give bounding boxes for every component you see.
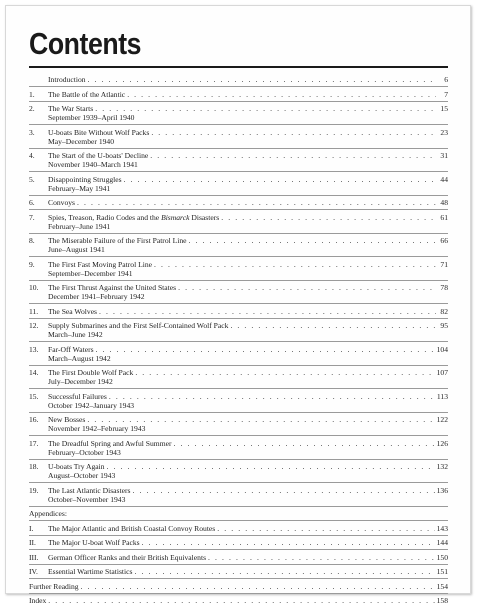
leader-dots <box>127 90 436 99</box>
toc-entry[interactable] <box>29 582 448 591</box>
entry-divider <box>29 280 448 281</box>
toc-entry[interactable] <box>29 128 448 146</box>
page-number: 15 <box>440 104 448 113</box>
chapter-dates: March–June 1942 <box>48 330 103 339</box>
leader-dots <box>178 283 436 292</box>
chapter-number: 2. <box>29 104 35 113</box>
chapter-number: 17. <box>29 438 39 448</box>
chapter-number: 9. <box>29 259 35 269</box>
entry-line <box>48 321 448 330</box>
page-number: 126 <box>436 438 448 448</box>
entry-body <box>48 567 448 576</box>
entry-line <box>48 415 448 424</box>
appendix-title[interactable]: Essential Wartime Statistics <box>48 567 133 576</box>
leader-dots <box>174 439 435 448</box>
toc-entry[interactable] <box>29 151 448 169</box>
chapter-number: 4. <box>29 151 35 160</box>
entry-line <box>48 236 448 245</box>
page-number: 71 <box>440 259 448 269</box>
entry-body <box>48 260 448 278</box>
entry-body <box>48 236 448 254</box>
entry-body <box>48 307 448 316</box>
toc-entry[interactable] <box>29 368 448 386</box>
leader-dots <box>230 321 436 330</box>
entry-line <box>48 486 448 495</box>
entry-divider <box>29 459 448 460</box>
leader-dots <box>142 538 435 547</box>
entry-body <box>48 368 448 386</box>
appendix-number: I. <box>29 523 34 533</box>
entry-line <box>48 175 448 184</box>
toc-entry[interactable] <box>29 75 448 84</box>
page-number: 23 <box>440 127 448 137</box>
toc-entry[interactable] <box>29 321 448 339</box>
entry-line <box>48 213 448 222</box>
chapter-number: 6. <box>29 198 35 207</box>
entry-divider <box>29 148 448 149</box>
appendix-title[interactable]: The Major U-boat Wolf Packs <box>48 538 140 547</box>
entry-line <box>48 128 448 137</box>
chapter-title[interactable]: Introduction <box>48 75 86 84</box>
chapter-number <box>29 75 48 84</box>
entry-line <box>48 75 448 84</box>
chapter-number: 16. <box>29 415 39 424</box>
chapter-title[interactable]: The Dreadful Spring and Awful Summer <box>48 438 172 448</box>
entry-line <box>48 90 448 99</box>
entry-divider <box>29 124 448 125</box>
chapter-dates: November 1942–February 1943 <box>48 424 146 433</box>
appendix-entry[interactable] <box>29 538 448 547</box>
entry-line <box>48 283 448 292</box>
entry-divider <box>29 318 448 319</box>
leader-dots <box>151 128 436 137</box>
entry-body <box>48 321 448 339</box>
toc-entry[interactable] <box>29 439 448 457</box>
leader-dots <box>189 236 436 245</box>
page-title: Contents <box>29 26 142 61</box>
leader-dots <box>107 462 435 471</box>
toc-entry[interactable] <box>29 415 448 433</box>
entry-line <box>48 462 448 471</box>
entry-line <box>48 567 448 576</box>
chapter-number: 1. <box>29 89 35 99</box>
entry-divider <box>29 101 448 102</box>
chapter-title-part: Disasters <box>189 212 220 222</box>
chapter-dates: December 1941–February 1942 <box>48 292 145 301</box>
chapter-dates: September–December 1941 <box>48 268 133 278</box>
entry-divider <box>29 365 448 366</box>
chapter-number: 14. <box>29 368 39 377</box>
page-number: 154 <box>436 581 448 591</box>
entry-body <box>48 439 448 457</box>
page-number: 113 <box>436 391 448 401</box>
entry-line <box>48 345 448 354</box>
chapter-title[interactable]: The Start of the U-boats' Decline <box>48 151 149 160</box>
chapter-dates: July–December 1942 <box>48 377 113 386</box>
section-title[interactable]: Index <box>29 596 47 605</box>
toc-entry[interactable] <box>29 345 448 363</box>
entry-divider <box>29 86 448 87</box>
chapter-number: 7. <box>29 212 35 222</box>
chapter-title[interactable]: The First Double Wolf Pack <box>48 368 134 377</box>
entry-body <box>48 175 448 193</box>
entry-divider <box>29 303 448 304</box>
chapter-dates: June–August 1941 <box>48 245 105 254</box>
entry-body <box>48 462 448 480</box>
chapter-title[interactable]: The Miserable Failure of the First Patrol Line <box>48 236 187 245</box>
leader-dots <box>87 415 434 424</box>
entry-divider <box>29 341 448 342</box>
leader-dots <box>150 151 436 160</box>
entry-body <box>48 486 448 504</box>
entry-divider <box>29 195 448 196</box>
leader-dots <box>96 345 435 354</box>
chapter-title-italic: Bismarck <box>161 212 190 222</box>
toc-entry[interactable] <box>29 104 448 122</box>
entry-body <box>29 582 448 591</box>
leader-dots <box>88 75 436 84</box>
chapter-title[interactable]: Supply Submarines and the First Self-Contained Wolf Pack <box>48 321 229 330</box>
entry-line <box>29 596 448 605</box>
entry-divider <box>29 506 448 507</box>
chapter-title[interactable]: The War Starts <box>48 104 94 113</box>
chapter-number: 19. <box>29 485 39 495</box>
entry-line <box>48 524 448 533</box>
leader-dots <box>134 567 434 576</box>
entry-body <box>48 392 448 410</box>
entry-body <box>48 151 448 169</box>
chapter-number: 11. <box>29 306 39 316</box>
page-number: 136 <box>436 485 448 495</box>
entry-line <box>48 439 448 448</box>
entry-divider <box>29 171 448 172</box>
entry-line <box>48 392 448 401</box>
chapter-title[interactable]: U-boats Bite Without Wolf Packs <box>48 127 150 137</box>
page-number: 107 <box>436 368 448 377</box>
entry-body <box>48 345 448 363</box>
chapter-number: 10. <box>29 283 39 292</box>
chapter-title-part: Spies, Treason, Radio Codes and the <box>48 212 162 222</box>
page-number: 7 <box>444 89 448 99</box>
leader-dots <box>135 368 434 377</box>
entry-line <box>48 307 448 316</box>
title-rule <box>29 66 448 68</box>
page-number: 44 <box>440 174 448 184</box>
chapter-dates: October 1942–January 1943 <box>48 400 135 410</box>
entry-line <box>48 104 448 113</box>
chapter-title[interactable] <box>48 213 221 222</box>
chapter-dates: February–May 1941 <box>48 183 111 193</box>
appendix-entry[interactable] <box>29 567 448 576</box>
chapter-title[interactable]: Successful Failures <box>48 391 107 401</box>
toc-entry[interactable] <box>29 596 448 605</box>
page-number: 158 <box>436 596 448 605</box>
toc-entry[interactable] <box>29 283 448 301</box>
chapter-dates: February–June 1941 <box>48 221 111 231</box>
leader-dots <box>154 260 436 269</box>
book-page <box>5 5 471 605</box>
chapter-dates: February–October 1943 <box>48 447 121 457</box>
entry-body <box>48 75 448 84</box>
leader-dots <box>77 198 436 207</box>
toc-entry[interactable] <box>29 462 448 480</box>
chapter-title[interactable]: U-boats Try Again <box>48 462 105 471</box>
page-number: 150 <box>436 552 448 562</box>
leader-dots <box>81 582 435 591</box>
chapter-number: 15. <box>29 391 39 401</box>
chapter-dates: November 1940–March 1941 <box>48 160 138 169</box>
leader-dots <box>124 175 436 184</box>
page-number: 144 <box>436 538 448 547</box>
page-number: 143 <box>436 523 448 533</box>
chapter-title[interactable]: Far-Off Waters <box>48 344 94 354</box>
chapter-dates: May–December 1940 <box>48 136 115 146</box>
chapter-number: 12. <box>29 321 39 330</box>
leader-dots <box>48 596 434 605</box>
entry-body <box>48 90 448 99</box>
leader-dots <box>99 307 436 316</box>
entry-divider <box>29 482 448 483</box>
entry-body <box>48 553 448 562</box>
table-of-contents <box>29 75 448 605</box>
appendix-title[interactable]: The Major Atlantic and British Coastal Convoy Routes <box>48 523 216 533</box>
chapter-title[interactable]: The First Thrust Against the United States <box>48 283 177 292</box>
chapter-number: 5. <box>29 174 35 184</box>
appendix-title[interactable]: German Officer Ranks and their British Equivalents <box>48 552 207 562</box>
chapter-dates: October–November 1943 <box>48 494 126 504</box>
entry-divider <box>29 388 448 389</box>
entry-divider <box>29 593 448 594</box>
appendix-entry[interactable] <box>29 553 448 562</box>
chapter-title[interactable]: The Sea Wolves <box>48 306 98 316</box>
chapter-title[interactable]: Convoys <box>48 198 76 207</box>
page-number: 95 <box>440 321 448 330</box>
entry-line <box>48 553 448 562</box>
chapter-title[interactable]: The Battle of the Atlantic <box>48 89 126 99</box>
entry-line <box>48 260 448 269</box>
page-number: 78 <box>440 283 448 292</box>
entry-divider <box>29 578 448 579</box>
entry-divider <box>29 564 448 565</box>
page-number: 31 <box>440 151 448 160</box>
toc-entry[interactable] <box>29 213 448 231</box>
appendix-entry[interactable] <box>29 524 448 533</box>
toc-entry[interactable] <box>29 198 448 207</box>
page-number: 122 <box>436 415 448 424</box>
chapter-number: 18. <box>29 462 39 471</box>
page-number: 151 <box>436 567 448 576</box>
chapter-dates: September 1939–April 1940 <box>48 113 135 122</box>
page-number: 61 <box>440 212 448 222</box>
chapter-dates: August–October 1943 <box>48 471 116 480</box>
entry-divider <box>29 256 448 257</box>
entry-body <box>48 128 448 146</box>
toc-entry[interactable] <box>29 236 448 254</box>
entry-body <box>29 596 448 605</box>
appendix-number: IV. <box>29 567 38 576</box>
leader-dots <box>221 213 436 222</box>
toc-entry[interactable] <box>29 486 448 504</box>
entry-divider <box>29 412 448 413</box>
entry-divider <box>29 435 448 436</box>
chapter-number: 8. <box>29 236 35 245</box>
appendices-label: Appendices: <box>29 509 67 518</box>
entry-body <box>48 538 448 547</box>
leader-dots <box>208 553 435 562</box>
chapter-title[interactable]: New Bosses <box>48 415 86 424</box>
toc-entry[interactable] <box>29 307 448 316</box>
entry-divider <box>29 233 448 234</box>
leader-dots <box>217 524 434 533</box>
entry-divider <box>29 520 448 521</box>
entry-body <box>48 524 448 533</box>
chapter-title[interactable]: Disappointing Struggles <box>48 174 122 184</box>
toc-entry[interactable] <box>29 90 448 99</box>
leader-dots <box>95 104 436 113</box>
page-number: 48 <box>440 198 448 207</box>
page-number: 104 <box>436 344 448 354</box>
chapter-title[interactable]: The Last Atlantic Disasters <box>48 485 131 495</box>
chapter-dates: March–August 1942 <box>48 353 111 363</box>
entry-divider <box>29 209 448 210</box>
entry-line <box>48 198 448 207</box>
page-number: 82 <box>440 306 448 316</box>
entry-line <box>48 151 448 160</box>
appendix-number: III. <box>29 552 39 562</box>
entry-line <box>29 582 448 591</box>
leader-dots <box>109 392 435 401</box>
entry-body <box>48 198 448 207</box>
entry-body <box>48 213 448 231</box>
appendix-number: II. <box>29 538 36 547</box>
toc-entry[interactable] <box>29 392 448 410</box>
chapter-number: 13. <box>29 344 39 354</box>
chapter-number: 3. <box>29 127 35 137</box>
entry-line <box>48 538 448 547</box>
page-number: 6 <box>444 75 448 84</box>
toc-entry[interactable] <box>29 175 448 193</box>
leader-dots <box>132 486 434 495</box>
toc-entry[interactable] <box>29 260 448 278</box>
entry-divider <box>29 535 448 536</box>
entry-body <box>48 104 448 122</box>
page-number: 132 <box>436 462 448 471</box>
chapter-title[interactable]: The First Fast Moving Patrol Line <box>48 259 152 269</box>
entry-body <box>48 283 448 301</box>
entry-body <box>48 415 448 433</box>
page-number: 66 <box>440 236 448 245</box>
entry-line <box>48 368 448 377</box>
entry-divider <box>29 549 448 550</box>
section-title[interactable]: Further Reading <box>29 581 79 591</box>
